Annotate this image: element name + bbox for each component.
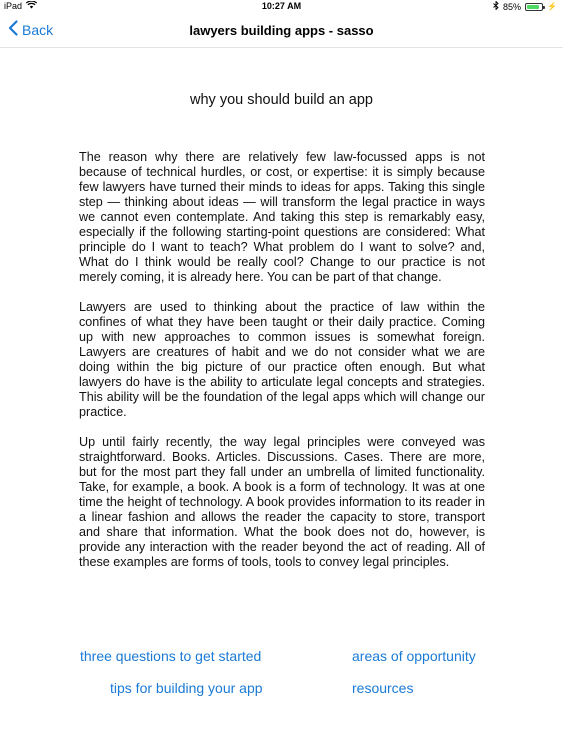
- navigation-bar: [0, 14, 563, 48]
- battery-fill: [527, 5, 539, 9]
- areas-of-opportunity-link[interactable]: areas of opportunity: [352, 648, 476, 664]
- charging-icon: ⚡: [547, 2, 557, 11]
- status-time: 10:27 AM: [261, 1, 302, 11]
- page-title: why you should build an app: [190, 92, 373, 108]
- back-label: Back: [22, 21, 54, 38]
- paragraph: Up until fairly recently, the way legal principles were conveyed was straightforward. Books. Articles. Discussions. Cases. There are more, but for the most part they fall under an umbrella of limited functionality. Take, for example, a book. A book is a form of technology. It was at one time the height of technology. A book provides information to its reader in a linear fashion and allows the reader the capacity to store, transport and share that information. What the book does not do, however, is provide any interaction with the reader beyond the act of reading. All of these examples are forms of tools, tools to convey legal principles.: [79, 435, 485, 569]
- article-body: [79, 150, 485, 624]
- paragraph: The reason why there are relatively few law-focussed apps is not because of technical hurdles, or cost, or expertise: it is simply because few lawyers have turned their minds to ideas for apps. Taking this single step — thinking about ideas — will transform the legal practice in ways we cannot even contemplate. And taking this step is remarkably easy, especially if the following starting-point questions are considered: What principle do I want to teach? What problem do I want to solve? and, What do I think would be really cool? Change to our practice is not merely coming, it is already here. You can be part of that change.: [79, 150, 485, 284]
- battery-icon: [525, 3, 543, 11]
- status-right: [493, 1, 557, 12]
- three-questions-link[interactable]: three questions to get started: [80, 648, 262, 664]
- resources-link[interactable]: resources: [352, 680, 414, 696]
- bluetooth-icon: [493, 1, 499, 12]
- nav-title: lawyers building apps - sasso: [189, 23, 374, 38]
- paragraph: Lawyers are used to thinking about the practice of law within the confines of what they have been taught or their daily practice. Coming up with new approaches to common issues is somewhat foreign. Lawyers are creatures of habit and we do not consider what we are doing within the big picture of our practice often enough. But what lawyers do have is the ability to articulate legal concepts and strategies. This ability will be the foundation of the legal apps which will change our practice.: [79, 300, 485, 419]
- status-bar: [0, 0, 563, 14]
- tips-link[interactable]: tips for building your app: [110, 680, 263, 696]
- device-label: iPad: [4, 1, 23, 11]
- battery-tip: [543, 6, 545, 9]
- battery-percent: 85%: [503, 1, 522, 12]
